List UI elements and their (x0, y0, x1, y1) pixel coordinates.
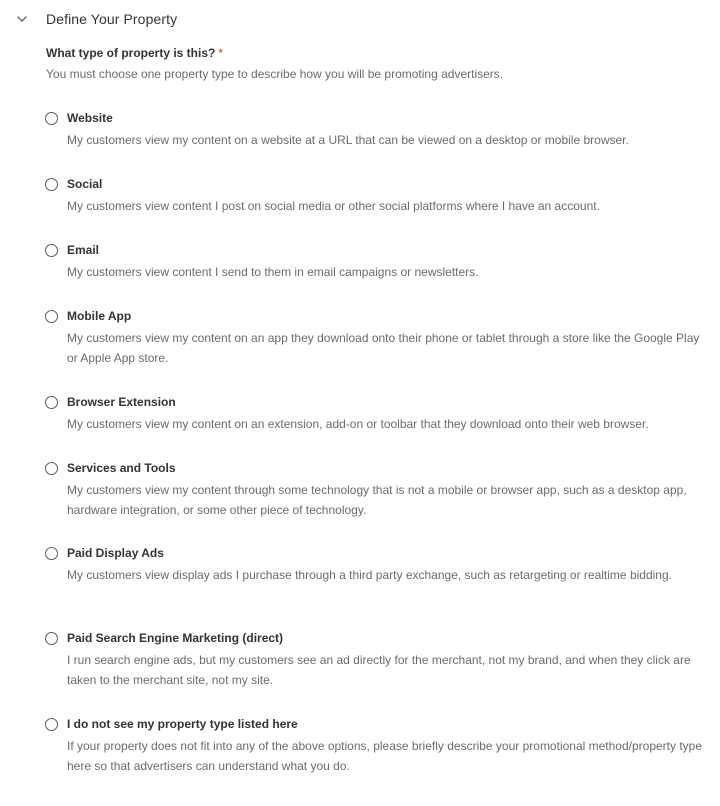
radio-button[interactable] (45, 718, 58, 731)
option-description: My customers view my content on an app they download onto their phone or tablet through a store like the Google Play or Apple App store. (67, 331, 700, 365)
option-label[interactable]: Paid Display Ads (67, 546, 164, 560)
option-label[interactable]: Paid Search Engine Marketing (direct) (67, 631, 284, 645)
required-mark: * (218, 46, 224, 60)
radio-button[interactable] (45, 396, 58, 409)
option-description: My customers view my content through some technology that is not a mobile or browser app, such as a desktop app, hardware integration, or some other piece of technology. (67, 483, 687, 517)
radio-button[interactable] (45, 178, 58, 191)
option-description: I run search engine ads, but my customers see an ad directly for the merchant, not my brand, and when they click are taken to the merchant site, not my site. (67, 653, 691, 687)
option-description: My customers view content I post on social media or other social platforms where I have an account. (67, 199, 600, 213)
option-description: If your property does not fit into any of the above options, please briefly describe your promotional method/property type here so that advertisers can understand what you do. (67, 739, 703, 773)
option-label[interactable]: Email (67, 243, 100, 257)
option-description: My customers view my content on an extension, add-on or toolbar that they download onto their web browser. (67, 417, 649, 431)
option-label[interactable]: Browser Extension (67, 395, 176, 409)
radio-button[interactable] (45, 462, 58, 475)
radio-button[interactable] (45, 244, 58, 257)
radio-button[interactable] (45, 310, 58, 323)
question-text: What type of property is this? (46, 46, 216, 60)
section-title: Define Your Property (46, 11, 178, 27)
chevron-down-icon[interactable] (15, 12, 29, 26)
option-label[interactable]: Website (67, 111, 113, 125)
option-description: My customers view my content on a website at a URL that can be viewed on a desktop or mobile browser. (67, 133, 629, 147)
radio-button[interactable] (45, 632, 58, 645)
option-label[interactable]: Social (67, 177, 103, 191)
question-label (46, 46, 223, 60)
radio-button[interactable] (45, 112, 58, 125)
question-helper-text: You must choose one property type to describe how you will be promoting advertisers. (46, 67, 504, 81)
option-description: My customers view content I send to them in email campaigns or newsletters. (67, 265, 479, 279)
option-label[interactable]: Services and Tools (67, 461, 176, 475)
option-label[interactable]: I do not see my property type listed here (67, 717, 298, 731)
option-description: My customers view display ads I purchase through a third party exchange, such as retargeting or realtime bidding. (67, 568, 672, 582)
radio-button[interactable] (45, 547, 58, 560)
section-header[interactable] (0, 0, 720, 40)
option-label[interactable]: Mobile App (67, 309, 132, 323)
